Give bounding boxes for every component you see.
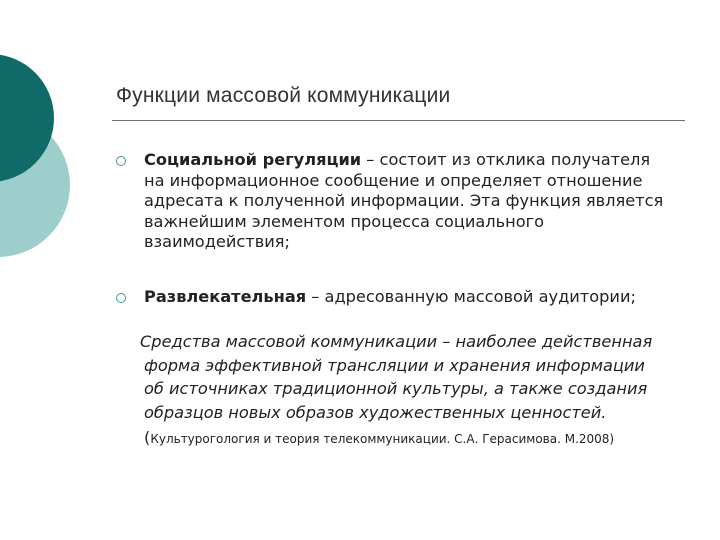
- title-divider: [112, 120, 685, 121]
- bullet-circle-icon: [116, 156, 126, 166]
- citation-open: (: [144, 428, 151, 447]
- citation-text: Культурогология и теория телекоммуникации. С.А. Герасимова. М.2008): [150, 432, 615, 446]
- item-text: – состоит из отклика получателя на информационное сообщение и определяет отношение адресата к полученной информации. Эта функция является важнейшим элементом процесса социального взаимодействия;: [144, 150, 664, 251]
- list-item-social-regulation: [144, 150, 664, 253]
- item-term: Социальной регуляции: [144, 150, 362, 169]
- bullet-circle-icon: [116, 293, 126, 303]
- slide-title: Функции массовой коммуникации: [116, 84, 451, 107]
- decorative-circles: [0, 0, 80, 290]
- item-text: – адресованную массовой аудитории;: [306, 287, 636, 306]
- quote-paragraph: [140, 330, 664, 452]
- list-item-entertainment: [144, 287, 664, 308]
- quote-text: Средства массовой коммуникации – наиболее действенная форма эффективной трансляции и хранения информации об источниках традиционной культуры, а также создания образцов новых образов художественных ценностей.: [140, 332, 653, 422]
- item-term: Развлекательная: [144, 287, 307, 306]
